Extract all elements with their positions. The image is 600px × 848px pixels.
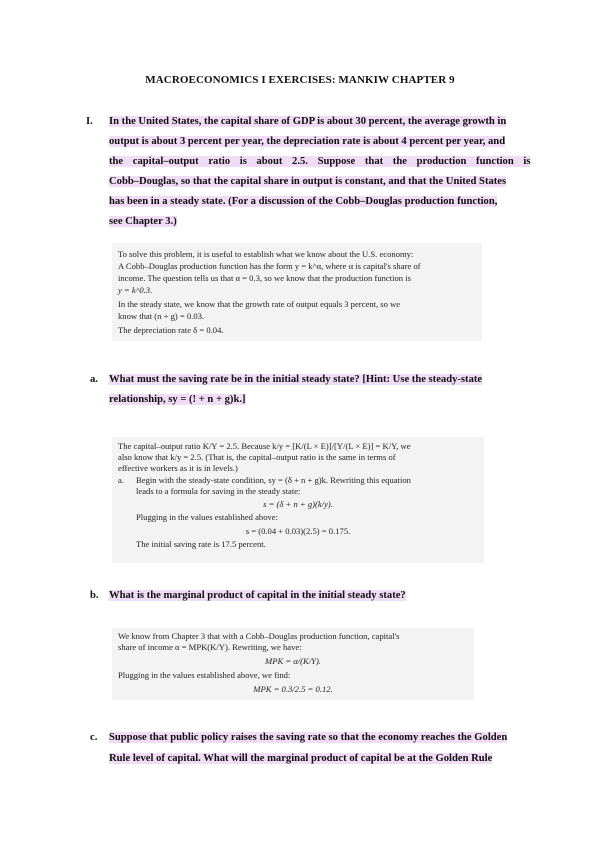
answer-1-excerpt: [112, 243, 482, 341]
answer-a-formula: s = (0.04 + 0.03)(2.5) = 0.175.: [245, 526, 351, 536]
question-1-line: has been in a steady state. (For a discussion of the Cobb–Douglas production function,: [109, 196, 498, 207]
question-c: [90, 732, 520, 772]
question-b-line: What is the marginal product of capital in the initial steady state?: [109, 590, 406, 601]
answer-b-line: We know from Chapter 3 that with a Cobb–Douglas production function, capital's: [118, 631, 400, 641]
question-1-number: I.: [86, 116, 93, 127]
page-title: MACROECONOMICS I EXERCISES: MANKIW CHAPTER 9: [145, 74, 455, 86]
question-1-line: Cobb–Douglas, so that the capital share in output is constant, and that the United States: [109, 176, 507, 187]
question-1-line: output is about 3 percent per year, the depreciation rate is about 4 percent per year, and: [109, 136, 506, 147]
answer-1-line: income. The question tells us that α = 0.3, so we know that the production function is: [118, 273, 411, 283]
answer-a-line: effective workers as it is in levels.): [118, 463, 238, 473]
answer-b-line: share of income α = MPK(K/Y). Rewriting, we have:: [118, 642, 302, 652]
answer-1-line: To solve this problem, it is useful to establish what we know about the U.S. economy:: [118, 249, 414, 259]
question-a-line: What must the saving rate be in the initial steady state? [Hint: Use the steady-state: [109, 374, 483, 385]
question-c-line: Rule level of capital. What will the marginal product of capital be at the Golden Rule: [109, 753, 493, 764]
answer-a-line: also know that k/y = 2.5. (That is, the capital–output ratio is the same in terms of: [118, 452, 396, 462]
answer-b-formula: MPK = α/(K/Y).: [265, 656, 321, 666]
answer-1-line: In the steady state, we know that the growth rate of output equals 3 percent, so we: [118, 299, 401, 309]
question-a: [90, 374, 520, 414]
answer-a-line: a.: [118, 475, 124, 485]
answer-a-line: Begin with the steady-state condition, sy = (δ + n + g)k. Rewriting this equation: [136, 475, 411, 485]
answer-a-line: The initial saving rate is 17.5 percent.: [136, 539, 266, 549]
answer-1-line: The depreciation rate δ = 0.04.: [118, 325, 224, 335]
question-1-line: the capital–output ratio is about 2.5. Suppose that the production function is: [109, 156, 531, 167]
answer-a-line: Plugging in the values established above:: [136, 512, 279, 522]
answer-1-line: y = k^0.3.: [118, 285, 153, 295]
answer-a-line: leads to a formula for saving in the steady state:: [136, 486, 301, 496]
answer-1-line: know that (n + g) = 0.03.: [118, 311, 205, 321]
question-b: [90, 590, 520, 608]
question-c-line: Suppose that public policy raises the saving rate so that the economy reaches the Golden: [109, 732, 508, 743]
answer-a-formula: s = (δ + n + g)(k/y).: [263, 499, 333, 509]
answer-a-excerpt: [112, 437, 484, 563]
answer-b-excerpt: [112, 628, 474, 700]
question-1-line: see Chapter 3.): [109, 216, 177, 227]
answer-b-formula: MPK = 0.3/2.5 = 0.12.: [253, 684, 333, 694]
question-a-number: a.: [90, 374, 98, 385]
answer-a-line: The capital–output ratio K/Y = 2.5. Because k/y = [K/(L × E)]/[Y/(L × E)] = K/Y, we: [118, 441, 411, 451]
question-1: [86, 116, 531, 236]
question-b-number: b.: [90, 590, 99, 601]
answer-1-line: A Cobb–Douglas production function has the form y = k^α, where α is capital's share of: [118, 261, 421, 271]
answer-b-line: Plugging in the values established above, we find:: [118, 670, 291, 680]
question-c-number: c.: [90, 732, 98, 743]
question-a-line: relationship, sy = (! + n + g)k.]: [109, 394, 246, 405]
question-1-line: In the United States, the capital share of GDP is about 30 percent, the average growth in: [109, 116, 507, 127]
